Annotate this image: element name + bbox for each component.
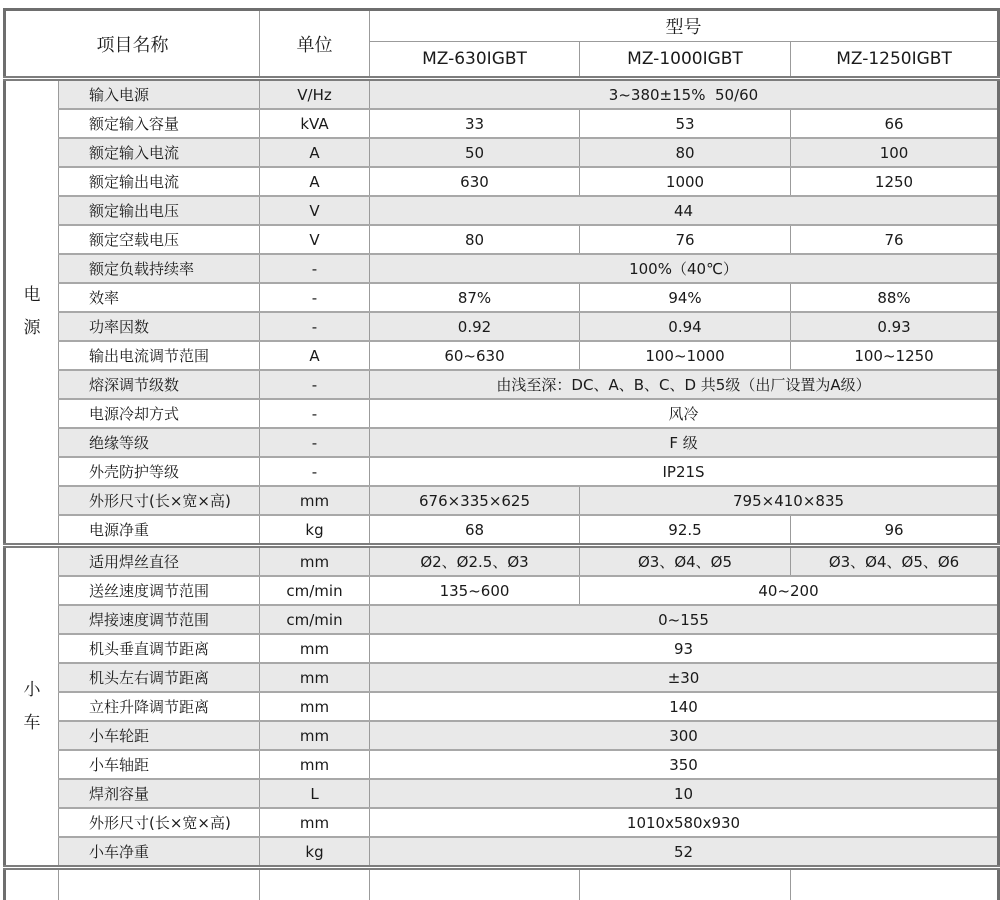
spec-row (5, 399, 999, 428)
spec-row (5, 663, 999, 692)
unit-cell: - (260, 370, 370, 399)
header-unit: 单位 (260, 10, 370, 79)
spec-table-wrap (3, 8, 1000, 900)
section-label-char: 车 (23, 712, 41, 733)
spec-table (3, 8, 1000, 900)
item-name-cell: 额定空载电压 (59, 225, 260, 254)
unit-cell: - (260, 428, 370, 457)
unit-cell: kVA (260, 109, 370, 138)
item-name-cell: 适用焊丝直径 (59, 546, 260, 577)
unit-cell: - (260, 254, 370, 283)
value-cell: 50 (370, 138, 580, 167)
spec-row (5, 692, 999, 721)
value-cell: 100%（40℃） (370, 254, 999, 283)
value-cell: 10 (370, 779, 999, 808)
header-model-name-2: MZ-1000IGBT (580, 42, 791, 79)
value-cell: 1250 (791, 167, 999, 196)
item-name-cell: 额定输出电流 (59, 167, 260, 196)
spec-row (5, 486, 999, 515)
spec-row (5, 457, 999, 486)
table-header (5, 10, 999, 79)
spec-row (5, 837, 999, 868)
unit-cell: mm (260, 750, 370, 779)
unit-cell: - (260, 399, 370, 428)
value-cell: 88% (791, 283, 999, 312)
value-cell: 0~155 (370, 605, 999, 634)
value-cell: 0.94 (580, 312, 791, 341)
value-cell: 795×410×835 (580, 486, 999, 515)
item-name-cell: 焊剂容量 (59, 779, 260, 808)
spec-row (5, 515, 999, 546)
value-cell: 676×335×625 (370, 486, 580, 515)
item-name-cell: 小车净重 (59, 837, 260, 868)
unit-cell: A (260, 167, 370, 196)
item-name-cell: 外形尺寸(长×宽×高) (59, 808, 260, 837)
item-name-cell: 外形尺寸(长×宽×高) (59, 486, 260, 515)
value-cell: 33 (370, 109, 580, 138)
unit-cell: mm (260, 486, 370, 515)
item-name-cell: 额定输入电流 (59, 138, 260, 167)
item-name-cell: 送丝速度调节范围 (59, 576, 260, 605)
spec-row (5, 196, 999, 225)
item-name-cell: 效率 (59, 283, 260, 312)
value-cell: 100~1000 (580, 341, 791, 370)
value-cell: Ø3、Ø4、Ø5 (580, 546, 791, 577)
value-cell: 80 (580, 138, 791, 167)
unit-cell: - (260, 457, 370, 486)
item-name-cell: 额定输入容量 (59, 109, 260, 138)
item-name-cell: 额定输出电压 (59, 196, 260, 225)
header-item-name: 项目名称 (5, 10, 260, 79)
spec-row (5, 750, 999, 779)
spec-row (5, 138, 999, 167)
value-cell: 1000 (580, 167, 791, 196)
spec-row (5, 428, 999, 457)
header-row-top (5, 10, 999, 42)
spec-row (5, 634, 999, 663)
unit-cell: A (260, 341, 370, 370)
item-name-cell: 功率因数 (59, 312, 260, 341)
header-model-name-1: MZ-630IGBT (370, 42, 580, 79)
spec-row (5, 254, 999, 283)
item-name-cell: 机头垂直调节距离 (59, 634, 260, 663)
value-cell: 76 (580, 225, 791, 254)
unit-cell: - (260, 283, 370, 312)
partial-cell (791, 868, 999, 900)
value-cell: ±30 (370, 663, 999, 692)
spec-row (5, 779, 999, 808)
item-name-cell: 输出电流调节范围 (59, 341, 260, 370)
value-cell: 60~630 (370, 341, 580, 370)
item-name-cell: 电源净重 (59, 515, 260, 546)
spec-row (5, 167, 999, 196)
item-name-cell: 立柱升降调节距离 (59, 692, 260, 721)
spec-row (5, 370, 999, 399)
unit-cell: mm (260, 634, 370, 663)
value-cell: 100~1250 (791, 341, 999, 370)
value-cell: Ø3、Ø4、Ø5、Ø6 (791, 546, 999, 577)
spec-row (5, 546, 999, 577)
value-cell: 0.93 (791, 312, 999, 341)
unit-cell: A (260, 138, 370, 167)
value-cell: 53 (580, 109, 791, 138)
partial-cell (370, 868, 580, 900)
value-cell: 135~600 (370, 576, 580, 605)
unit-cell: mm (260, 692, 370, 721)
unit-cell: V (260, 225, 370, 254)
value-cell: 94% (580, 283, 791, 312)
value-cell: 3~380±15% 50/60 (370, 79, 999, 110)
unit-cell: mm (260, 546, 370, 577)
spec-row (5, 808, 999, 837)
partial-row (5, 868, 999, 900)
spec-row (5, 576, 999, 605)
value-cell: 52 (370, 837, 999, 868)
value-cell: 44 (370, 196, 999, 225)
value-cell: IP21S (370, 457, 999, 486)
value-cell: Ø2、Ø2.5、Ø3 (370, 546, 580, 577)
item-name-cell: 输入电源 (59, 79, 260, 110)
unit-cell: V (260, 196, 370, 225)
section-label-power-source (5, 79, 59, 546)
value-cell: 风冷 (370, 399, 999, 428)
unit-cell: mm (260, 721, 370, 750)
section-label-char: 电 (23, 285, 41, 305)
value-cell: 300 (370, 721, 999, 750)
section-label-trolley (5, 546, 59, 868)
value-cell: 140 (370, 692, 999, 721)
item-name-cell: 熔深调节级数 (59, 370, 260, 399)
unit-cell: kg (260, 837, 370, 868)
table-body (5, 79, 999, 900)
spec-row (5, 79, 999, 110)
value-cell: 80 (370, 225, 580, 254)
value-cell: 1010x580x930 (370, 808, 999, 837)
item-name-cell: 小车轴距 (59, 750, 260, 779)
value-cell: 93 (370, 634, 999, 663)
spec-row (5, 721, 999, 750)
unit-cell: L (260, 779, 370, 808)
unit-cell: - (260, 312, 370, 341)
partial-cell (580, 868, 791, 900)
value-cell: 由浅至深：DC、A、B、C、D 共5级（出厂设置为A级） (370, 370, 999, 399)
item-name-cell: 外壳防护等级 (59, 457, 260, 486)
spec-row (5, 341, 999, 370)
spec-row (5, 605, 999, 634)
value-cell: 630 (370, 167, 580, 196)
partial-cell (260, 868, 370, 900)
item-name-cell: 电源冷却方式 (59, 399, 260, 428)
unit-cell: mm (260, 808, 370, 837)
value-cell: 40~200 (580, 576, 999, 605)
item-name-cell: 机头左右调节距离 (59, 663, 260, 692)
value-cell: 350 (370, 750, 999, 779)
partial-cell (5, 868, 59, 900)
value-cell: F 级 (370, 428, 999, 457)
spec-row (5, 225, 999, 254)
item-name-cell: 小车轮距 (59, 721, 260, 750)
value-cell: 66 (791, 109, 999, 138)
value-cell: 96 (791, 515, 999, 546)
section-label-char: 小 (23, 679, 41, 700)
value-cell: 0.92 (370, 312, 580, 341)
partial-cell (59, 868, 260, 900)
header-model: 型号 (370, 10, 999, 42)
unit-cell: mm (260, 663, 370, 692)
unit-cell: V/Hz (260, 79, 370, 110)
spec-row (5, 109, 999, 138)
spec-row (5, 283, 999, 312)
unit-cell: kg (260, 515, 370, 546)
item-name-cell: 绝缘等级 (59, 428, 260, 457)
header-model-name-3: MZ-1250IGBT (791, 42, 999, 79)
section-label-char: 源 (23, 318, 41, 338)
value-cell: 92.5 (580, 515, 791, 546)
item-name-cell: 焊接速度调节范围 (59, 605, 260, 634)
value-cell: 100 (791, 138, 999, 167)
spec-row (5, 312, 999, 341)
unit-cell: cm/min (260, 576, 370, 605)
value-cell: 68 (370, 515, 580, 546)
value-cell: 76 (791, 225, 999, 254)
item-name-cell: 额定负载持续率 (59, 254, 260, 283)
value-cell: 87% (370, 283, 580, 312)
unit-cell: cm/min (260, 605, 370, 634)
